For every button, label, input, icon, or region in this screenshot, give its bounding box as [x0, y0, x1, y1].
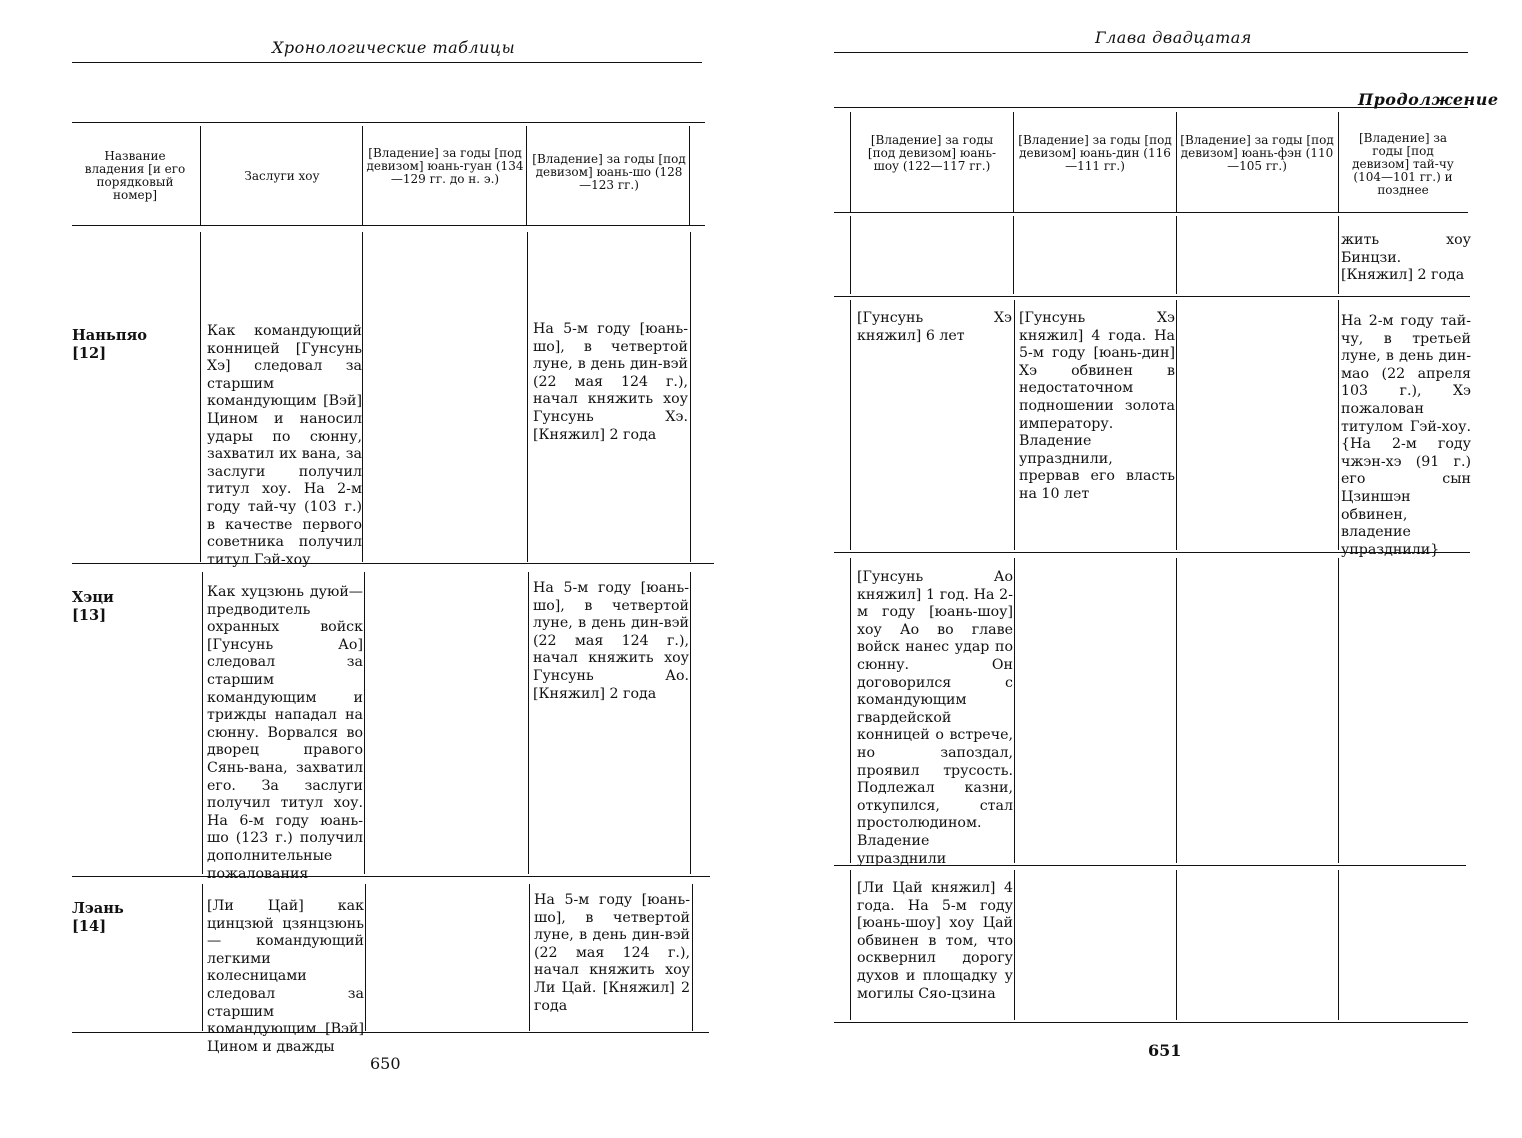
right-row-rule-1 — [834, 296, 1470, 297]
left-col-div-4-row3 — [692, 884, 693, 1031]
right-col-div-1-row2 — [1014, 558, 1015, 863]
left-col-div-2-hdr — [362, 126, 363, 226]
left-col-div-1-row1 — [200, 232, 201, 562]
left-row-rule-2 — [72, 876, 710, 877]
right-col-div-3-hdr — [1338, 112, 1339, 212]
left-head-rule — [72, 62, 702, 63]
right-col-div-0-row2 — [850, 558, 851, 863]
left-header-yuan-shuo: [Владение] за годы [под девизом] юань-шо (128—123 гг.) — [532, 152, 686, 192]
left-header-merits: Заслуги хоу — [244, 169, 320, 183]
row-name-hetsi: Хэци [13] — [72, 589, 114, 624]
left-table-bottom-rule — [72, 1032, 709, 1033]
right-head-rule — [834, 52, 1468, 53]
tai-chu-row0: жить хоу Бинцзи. [Княжил] 2 года — [1341, 232, 1471, 284]
left-col-div-3-row1 — [527, 232, 528, 562]
right-col-div-0-row0 — [850, 216, 851, 294]
left-header-name: Название владения [и его порядковый номер] — [84, 149, 186, 202]
left-header-yuan-guang: [Владение] за годы [под девизом] юань-гуан (134—129 гг. до н. э.) — [366, 146, 524, 186]
merits-hetsi: Как хуцзюнь дуюй—предводитель охранных войск [Гунсунь Ао] следовал за старшим командующим и трижды нападал на сюнну. Ворвался во дворец правого Сянь-вана, захватил его. За заслуги получил титул хоу. На 6-м году юань-шо (123 г.) получил дополнительные пожалования — [207, 584, 363, 882]
left-table-top-rule — [72, 122, 705, 123]
left-page-number: 650 — [370, 1054, 401, 1073]
right-col-div-3-row2 — [1338, 558, 1339, 863]
left-col-div-2-row3 — [365, 884, 366, 1031]
left-running-head: Хронологические таблицы — [272, 38, 516, 57]
right-col-div-1-row1 — [1014, 300, 1015, 550]
tai-chu-row1: На 2-м году тай-чу, в третьей луне, в день дин-мао (22 апреля 103 г.), Хэ пожалован титулом Гэй-хоу. {На 2-м году чжэн-хэ (91 г.) его сын Цзиншэн обвинен, владение упразднили} — [1341, 313, 1471, 558]
yuan-shuo-hetsi: На 5-м году [юань-шо], в четвертой луне, в день дин-вэй (22 мая 124 г.), начал княжить хоу Гунсунь Ао. [Княжил] 2 года — [533, 580, 689, 702]
left-col-div-1-row3 — [202, 884, 203, 1031]
yuan-shou-row3: [Ли Цай княжил] 4 года. На 5-м году [юань-шоу] хоу Цай обвинен в том, что осквернил дорогу духов и площадку у могилы Сяо-цзина — [857, 880, 1013, 1002]
left-row-rule-1 — [72, 563, 714, 564]
left-col-div-4-row2 — [690, 572, 691, 874]
yuan-shou-row2: [Гунсунь Ао княжил] 1 год. На 2-м году [юань-шоу] хоу Ао во главе войск нанес удар по сюнну. Он договорился с командующим гвардейской конницей о встрече, но запоздал, проявил трусость. Подлежал казни, откупился, стал простолюдином. Владение упразднили — [857, 569, 1013, 867]
right-header-tai-chu: [Владение] за годы [под девизом] тай-чу (104—101 гг.) и позднее — [1352, 131, 1454, 197]
right-col-div-2-row3 — [1176, 870, 1177, 1020]
left-header-bottom-rule — [72, 225, 705, 226]
yuan-ding-row1: [Гунсунь Хэ княжил] 4 года. На 5-м году [юань-дин] Хэ обвинен в недостаточном подношении золота императору. Владение упразднили, прервав его власть на 10 лет — [1019, 310, 1175, 502]
merits-nanpyao: Как командующий конницей [Гунсунь Хэ] следовал за старшим командующим [Вэй] Цином и наносил удары по сюнну, захватил их вана, за заслуги получил титул хоу. На 2-м году тай-чу (103 г.) в качестве первого советника получил титул Гэй-хоу — [207, 323, 362, 568]
merits-lean: [Ли Цай] как цинцзюй цзянцзюнь — командующий легкими колесницами следовал за старшим командующим [Вэй] Цином и дважды — [207, 898, 364, 1055]
right-table-bottom-rule — [834, 1022, 1468, 1023]
right-header-bottom-rule — [834, 212, 1468, 213]
right-col-div-1-row3 — [1014, 870, 1015, 1020]
left-col-div-3-row3 — [529, 884, 530, 1031]
right-col-div-3-row1 — [1338, 300, 1339, 550]
right-col-div-3-row0 — [1338, 216, 1339, 294]
right-col-div-2-row2 — [1176, 558, 1177, 863]
yuan-shuo-lean: На 5-м году [юань-шо], в четвертой луне, в день дин-вэй (22 мая 124 г.), начал княжить хоу Ли Цай. [Княжил] 2 года — [534, 892, 690, 1014]
right-col-div-1-row0 — [1013, 216, 1014, 294]
right-col-div-2-row1 — [1176, 300, 1177, 550]
right-header-yuan-ding: [Владение] за годы [под девизом] юань-дин (116—111 гг.) — [1018, 133, 1172, 173]
row-name-nanpyao: Наньпяо [12] — [72, 327, 148, 362]
right-col-div-0-row1 — [850, 300, 851, 550]
right-header-yuan-shou: [Владение] за годы [под девизом] юань-шоу (122—117 гг.) — [867, 133, 997, 173]
right-col-div-2-row0 — [1176, 216, 1177, 294]
right-col-div-0-row3 — [850, 870, 851, 1020]
yuan-shuo-nanpyao: На 5-м году [юань-шо], в четвертой луне, в день дин-вэй (22 мая 124 г.), начал княжить хоу Гунсунь Хэ. [Княжил] 2 года — [533, 321, 688, 443]
right-col-div-1-hdr — [1013, 112, 1014, 212]
left-col-div-1-hdr — [200, 126, 201, 226]
left-col-div-4-row1 — [690, 232, 691, 562]
right-col-div-2-hdr — [1176, 112, 1177, 212]
left-col-div-3-hdr — [526, 126, 527, 226]
left-col-div-2-row1 — [362, 232, 363, 562]
right-header-yuan-feng: [Владение] за годы [под девизом] юань-фэн (110—105 гг.) — [1180, 133, 1334, 173]
right-col-div-3-row3 — [1338, 870, 1339, 1020]
continuation-label: Продолжение — [1358, 90, 1499, 109]
right-page-number: 651 — [1148, 1041, 1182, 1060]
yuan-shou-row1: [Гунсунь Хэ княжил] 6 лет — [857, 310, 1012, 344]
right-running-head: Глава двадцатая — [1095, 28, 1252, 47]
row-name-lean: Лэань [14] — [72, 900, 124, 935]
right-col-div-0-hdr — [850, 112, 851, 212]
left-col-div-4-hdr — [689, 126, 690, 226]
left-col-div-3-row2 — [528, 572, 529, 874]
left-col-div-2-row2 — [364, 572, 365, 874]
right-table-top-rule — [834, 107, 1468, 108]
left-col-div-1-row2 — [202, 572, 203, 874]
